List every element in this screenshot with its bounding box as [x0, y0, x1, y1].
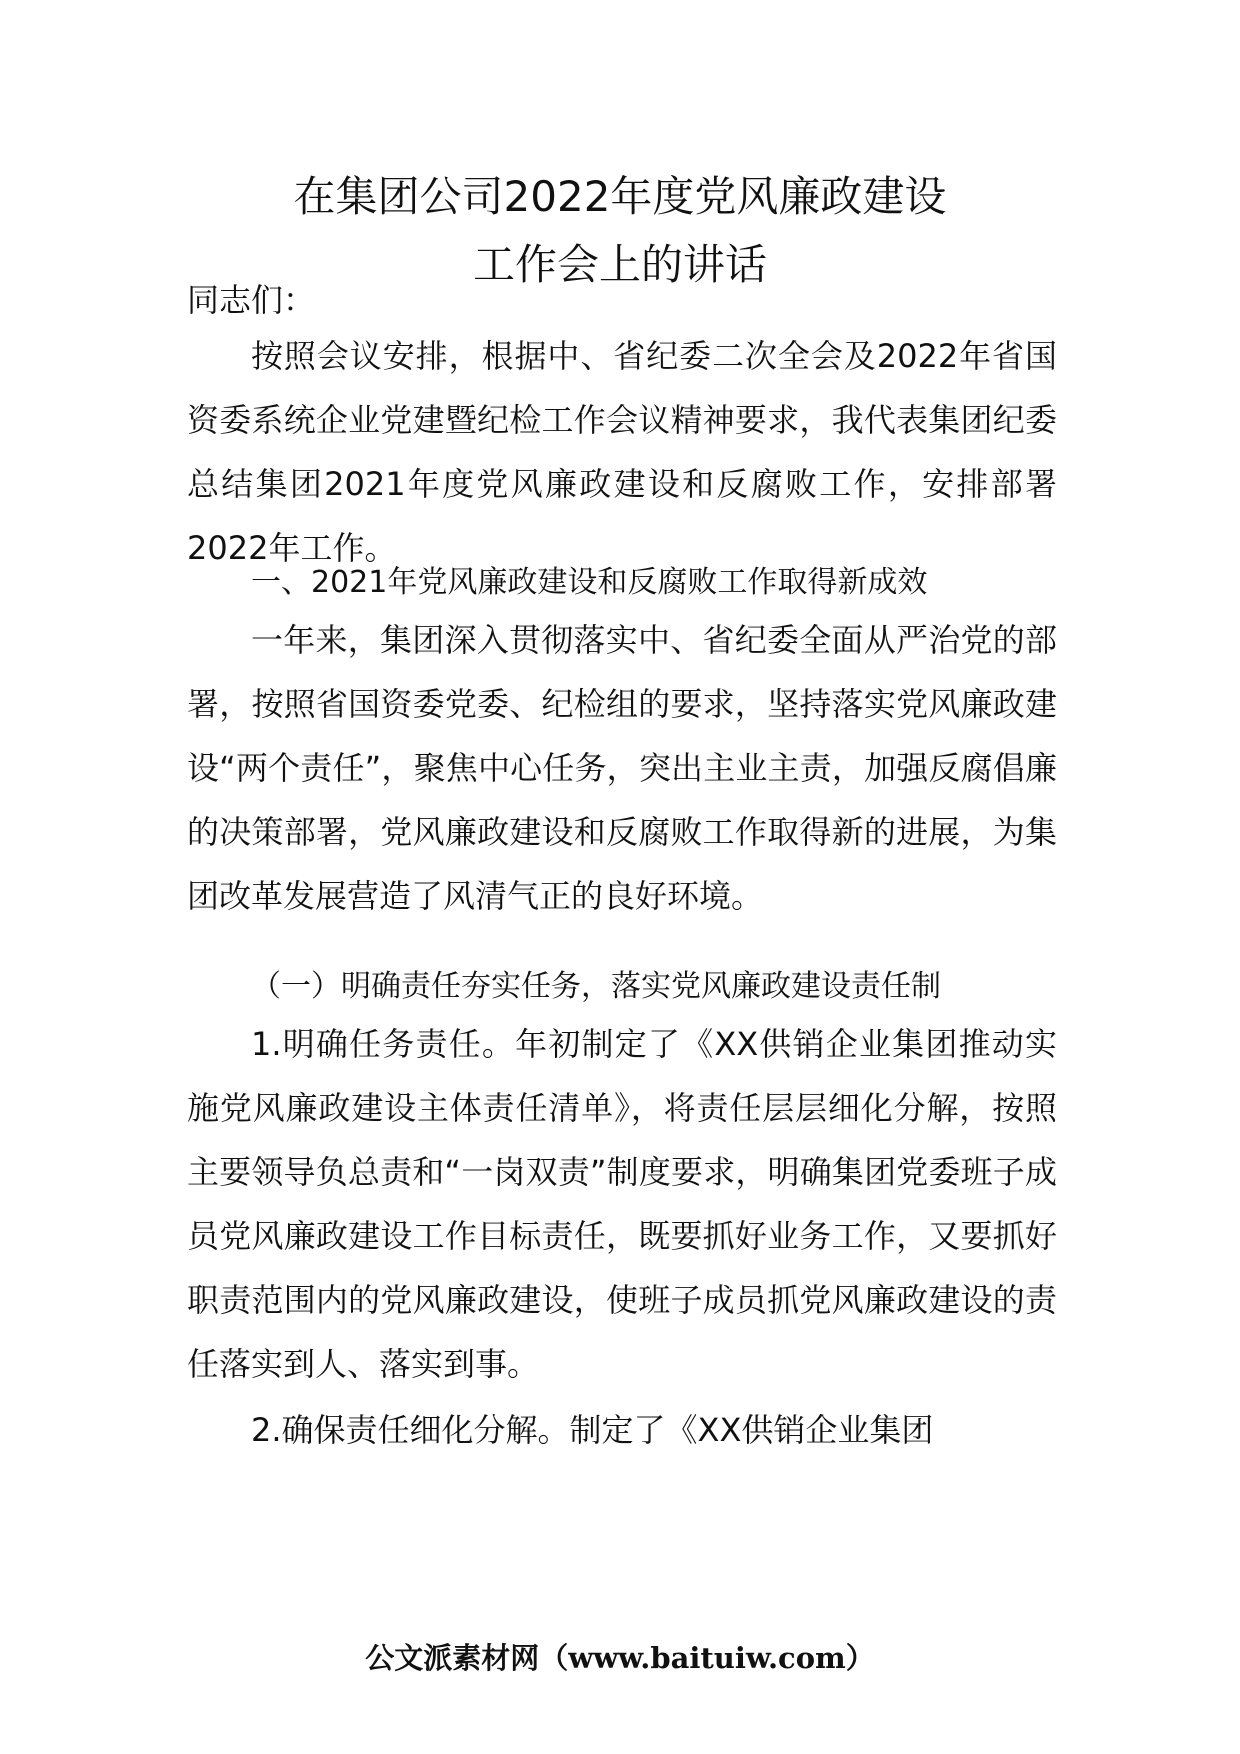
- section-heading-1: 一、2021年党风廉政建设和反腐败工作取得新成效: [251, 565, 928, 600]
- subsection-heading-1: （一）明确责任夯实任务，落实党风廉政建设责任制: [251, 969, 941, 1004]
- salutation: 同志们：: [187, 281, 316, 319]
- paragraph-item-2: 2.确保责任细化分解。制定了《XX供销企业集团: [251, 1411, 934, 1449]
- paragraph-overview: 一年来，集团深入贯彻落实中、省纪委全面从严治党的部署，按照省国资委党委、纪检组的要求，坚持落实党风廉政建设“两个责任”，聚焦中心任务，突出主业主责，加强反腐倡廉的决策部署，党风廉政建设和反腐败工作取得新的进展，为集团改革发展营造了风清气正的良好环境。: [187, 621, 1057, 915]
- document-title-line2: 工作会上的讲话: [472, 240, 767, 289]
- paragraph-item-1: 1.明确任务责任。年初制定了《XX供销企业集团推动实施党风廉政建设主体责任清单》，将责任层层细化分解，按照主要领导负总责和“一岗双责”制度要求，明确集团党委班子成员党风廉政建设工作目标责任，既要抓好业务工作，又要抓好职责范围内的党风廉政建设，使班子成员抓党风廉政建设的责任落实到人、落实到事。: [187, 1025, 1057, 1383]
- footer-watermark: 公文派素材网（www.baituiw.com）: [365, 1641, 875, 1675]
- paragraph-intro: 按照会议安排，根据中、省纪委二次全会及2022年省国资委系统企业党建暨纪检工作会议精神要求，我代表集团纪委总结集团2021年度党风廉政建设和反腐败工作，安排部署2022年工作。: [187, 337, 1057, 567]
- document-title-line1: 在集团公司2022年度党风廉政建设: [293, 172, 947, 221]
